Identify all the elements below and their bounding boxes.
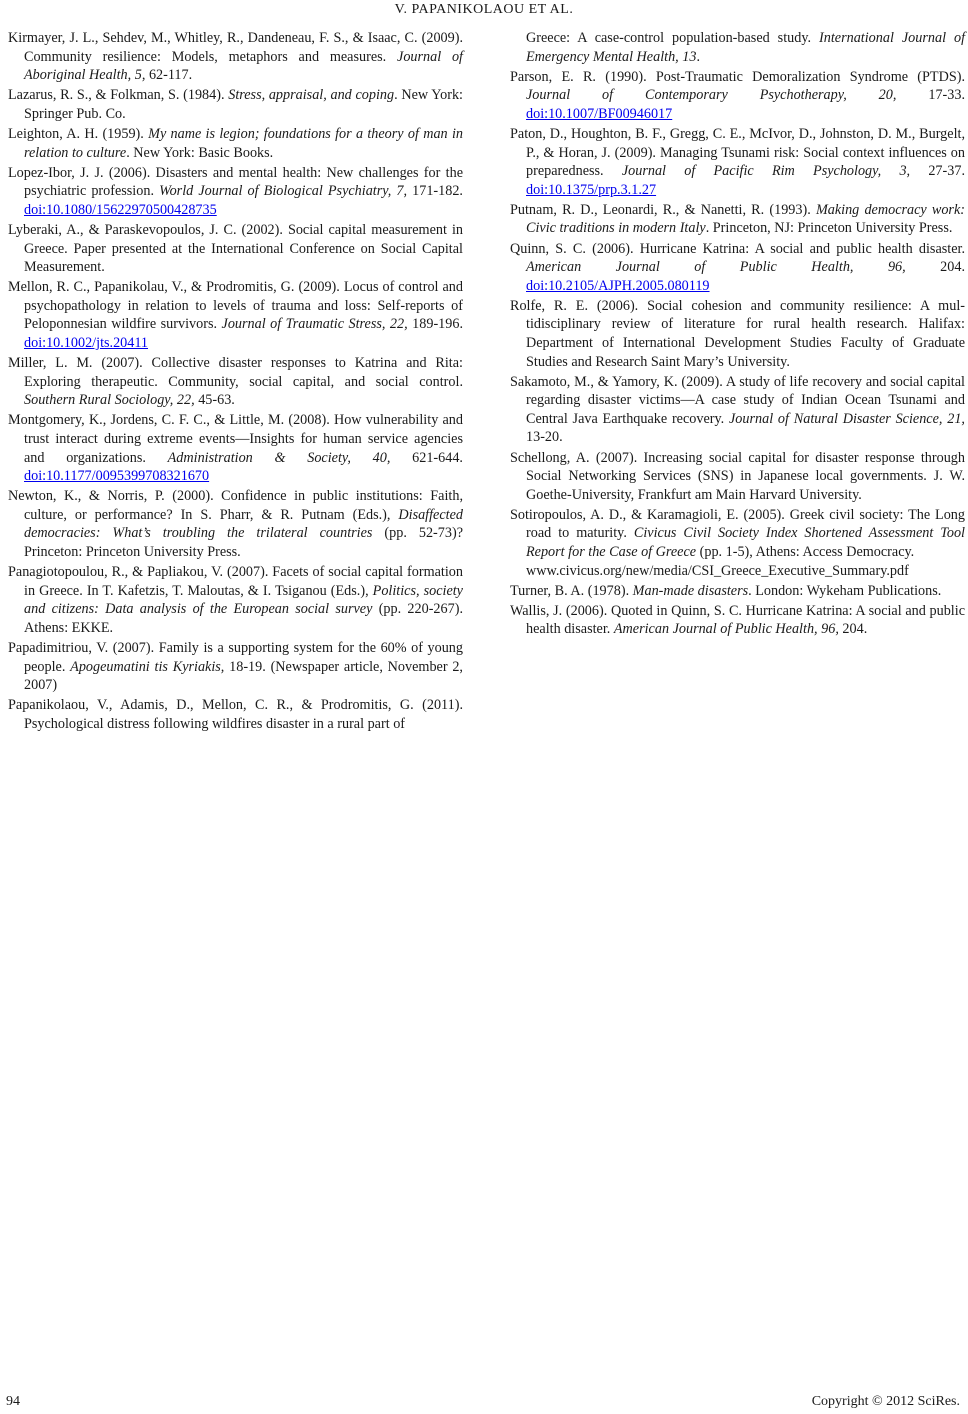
reference-entry	[8, 221, 463, 277]
reference-entry	[510, 29, 965, 66]
doi-link[interactable]: doi:10.1375/prp.3.1.27	[526, 181, 657, 198]
reference-italic-title: Disaffected democracies: What’s troubling the trilateral countries	[24, 506, 463, 542]
reference-entry	[8, 278, 463, 352]
reference-entry	[8, 354, 463, 410]
reference-italic-title: Civicus Civil Society Index Shortened Assessment Tool Report for the Case of Greece	[526, 525, 965, 561]
reference-text: Greece: A case-control population-based study.	[526, 30, 820, 46]
reference-italic-title: Politics, society and citizens: Data analysis of the European social survey	[24, 582, 463, 618]
reference-text: Papanikolaou, V., Adamis, D., Mellon, C. R., & Prodromitis, G. (2011). Psychological distress following wildfires disaster in a rural part of	[8, 697, 463, 732]
reference-italic-title: Southern Rural Sociology, 22,	[24, 392, 195, 409]
reference-text: Parson, E. R. (1990). Post-Traumatic Demoralization Syndrome (PTDS).	[510, 68, 965, 85]
reference-text: Sakamoto, M., & Yamory, K. (2009). A study of life recovery and social capital regarding disaster victims—A case study of Indian Ocean Tsunami and Central Java Earthquake recovery.	[510, 373, 965, 427]
reference-italic-title: Journal of Natural Disaster Science, 21,	[729, 410, 965, 427]
page-number: 94	[6, 1394, 20, 1409]
reference-italic-title: Journal of Pacific Rim Psychology, 3,	[621, 163, 911, 180]
reference-text: Leighton, A. H. (1959).	[8, 125, 149, 142]
reference-text: Paton, D., Houghton, B. F., Gregg, C. E., McIvor, D., Johnston, D. M., Burgelt, P., & Horan, J. (2009). Managing Tsunami risk: Social context influences on preparedness.	[510, 125, 965, 180]
reference-entry	[8, 639, 463, 695]
doi-link[interactable]: doi:10.1080/15622970500428735	[24, 201, 217, 218]
reference-text: . New York: Springer Pub. Co.	[24, 87, 463, 122]
reference-text: 17-33.	[896, 87, 965, 104]
reference-entry	[510, 240, 965, 296]
reference-italic-title: Stress, appraisal, and coping	[228, 87, 395, 104]
reference-text: Montgomery, K., Jordens, C. F. C., & Little, M. (2008). How vulnerability and trust interact during extreme events—Insights for human service agencies and organizations.	[8, 412, 463, 466]
reference-text: 13-20.	[526, 429, 563, 446]
references-column-left	[8, 29, 463, 735]
doi-link[interactable]: doi:10.1007/BF00946017	[526, 105, 673, 122]
reference-text: . New York: Basic Books.	[126, 144, 274, 161]
reference-text: Quinn, S. C. (2006). Hurricane Katrina: A social and public health disaster.	[510, 240, 965, 257]
reference-text: . Princeton, NJ: Princeton University Press.	[705, 220, 953, 237]
reference-text: 204.	[905, 259, 965, 276]
reference-entry	[510, 582, 965, 601]
reference-italic-title: My name is legion; foundations for a theory of man in relation to culture	[24, 125, 463, 161]
reference-text: Lazarus, R. S., & Folkman, S. (1984).	[8, 87, 229, 104]
reference-text: 171-182.	[407, 183, 463, 200]
reference-entry	[8, 487, 463, 561]
doi-link[interactable]: doi:10.2105/AJPH.2005.080119	[526, 277, 710, 294]
reference-text: 45-63.	[194, 392, 235, 409]
reference-entry	[510, 602, 965, 639]
reference-entry	[510, 373, 965, 447]
reference-entry	[8, 86, 463, 123]
reference-text: .	[696, 48, 701, 65]
running-header: V. PAPANIKOLAOU ET AL.	[394, 2, 574, 17]
reference-text: 18-19. (Newspaper article, November 2, 2007)	[24, 658, 463, 694]
reference-text: Panagiotopoulou, R., & Papliakou, V. (2007). Facets of social capital formation in Greece. In T. Kafetzis, T. Maloutas, & I. Tsiganou (Eds.),	[8, 564, 463, 599]
reference-text: Rolfe, R. E. (2006). Social cohesion and community resilience: A multidisciplinary review of literature for rural health research. Halifax: Department of International Development Studies Faculty of Graduate Studies and Research Saint Mary’s University.	[510, 297, 965, 370]
reference-text: 62-117.	[145, 67, 193, 84]
reference-entry	[8, 29, 463, 85]
reference-italic-title: World Journal of Biological Psychiatry, 7,	[159, 183, 408, 200]
reference-entry	[510, 506, 965, 580]
reference-italic-title: Administration & Society, 40,	[167, 449, 391, 466]
reference-text: (pp. 220-267). Athens: EKKE.	[24, 601, 463, 636]
reference-entry	[510, 201, 965, 238]
reference-text: 204.	[838, 621, 868, 638]
reference-url: www.civicus.org/new/media/CSI_Greece_Executive_Summary.pdf	[526, 562, 909, 579]
reference-italic-title: Journal of Aboriginal Health, 5,	[24, 48, 464, 84]
reference-text: 621-644.	[390, 449, 463, 466]
reference-text: (pp. 1-5), Athens: Access Democracy.	[696, 544, 915, 561]
reference-italic-title: Making democracy work: Civic traditions in modern Italy	[526, 201, 965, 237]
reference-text: Lyberaki, A., & Paraskevopoulos, J. C. (2002). Social capital measurement in Greece. Paper presented at the International Conference on Social Capital Measurement.	[8, 221, 463, 276]
reference-text: Turner, B. A. (1978).	[510, 582, 633, 599]
reference-entry	[510, 297, 965, 371]
reference-text: Schellong, A. (2007). Increasing social capital for disaster response through Social Networking Services (SNS) in Japanese local governments. J. W. Goethe-University, Frankfurt am Main Harvard University.	[510, 449, 965, 503]
reference-italic-title: Man-made disasters	[632, 582, 749, 599]
references-column-right	[510, 29, 965, 641]
reference-text: Lopez-Ibor, J. J. (2006). Disasters and mental health: New challenges for the psychiatric profession.	[8, 164, 463, 200]
reference-text: Putnam, R. D., Leonardi, R., & Nanetti, R. (1993).	[510, 201, 816, 218]
reference-text: (pp. 52-73)? Princeton: Princeton University Press.	[24, 525, 463, 561]
reference-entry	[510, 68, 965, 124]
reference-entry	[510, 125, 965, 199]
reference-italic-title: Apogeumatini tis Kyriakis,	[70, 658, 225, 675]
reference-text: Sotiropoulos, A. D., & Karamagioli, E. (2005). Greek civil society: The Long road to maturity.	[510, 506, 965, 542]
reference-text: Papadimitriou, V. (2007). Family is a supporting system for the 60% of young people.	[8, 640, 463, 675]
doi-link[interactable]: doi:10.1002/jts.20411	[24, 335, 149, 351]
reference-entry	[8, 563, 463, 637]
reference-italic-title: American Journal of Public Health, 96,	[613, 621, 839, 638]
reference-text: Newton, K., & Norris, P. (2000). Confidence in public institutions: Faith, culture, or performance? In S. Pharr, & R. Putnam (Eds.),	[8, 488, 463, 523]
reference-text: 27-37.	[910, 163, 965, 180]
reference-italic-title: International Journal of Emergency Mental Health, 13	[526, 30, 966, 65]
reference-text: Mellon, R. C., Papanikolau, V., & Prodromitis, G. (2009). Locus of control and psychopathology in relation to levels of trauma and loss: Self-reports of Peloponnesian wildfire survivors.	[8, 279, 463, 333]
reference-text: . London: Wykeham Publications.	[748, 582, 942, 599]
reference-italic-title: American Journal of Public Health, 96,	[526, 259, 906, 276]
copyright-notice: Copyright © 2012 SciRes.	[811, 1394, 960, 1409]
reference-entry	[8, 411, 463, 485]
reference-italic-title: Journal of Contemporary Psychotherapy, 20,	[526, 87, 897, 104]
reference-entry	[8, 125, 463, 162]
reference-entry	[510, 449, 965, 505]
reference-italic-title: Journal of Traumatic Stress, 22,	[221, 316, 408, 333]
reference-text: Wallis, J. (2006). Quoted in Quinn, S. C. Hurricane Katrina: A social and public health disaster.	[510, 602, 965, 638]
reference-text: 189-196.	[407, 316, 464, 333]
reference-entry	[8, 164, 463, 220]
reference-entry	[8, 696, 463, 733]
reference-text: Kirmayer, J. L., Sehdev, M., Whitley, R., Dandeneau, F. S., & Isaac, C. (2009). Community resilience: Models, metaphors and measures.	[8, 30, 463, 65]
reference-text: Miller, L. M. (2007). Collective disaster responses to Katrina and Rita: Exploring therapeutic. Community, social capital, and social control.	[8, 355, 463, 390]
doi-link[interactable]: doi:10.1177/0095399708321670	[24, 468, 210, 485]
